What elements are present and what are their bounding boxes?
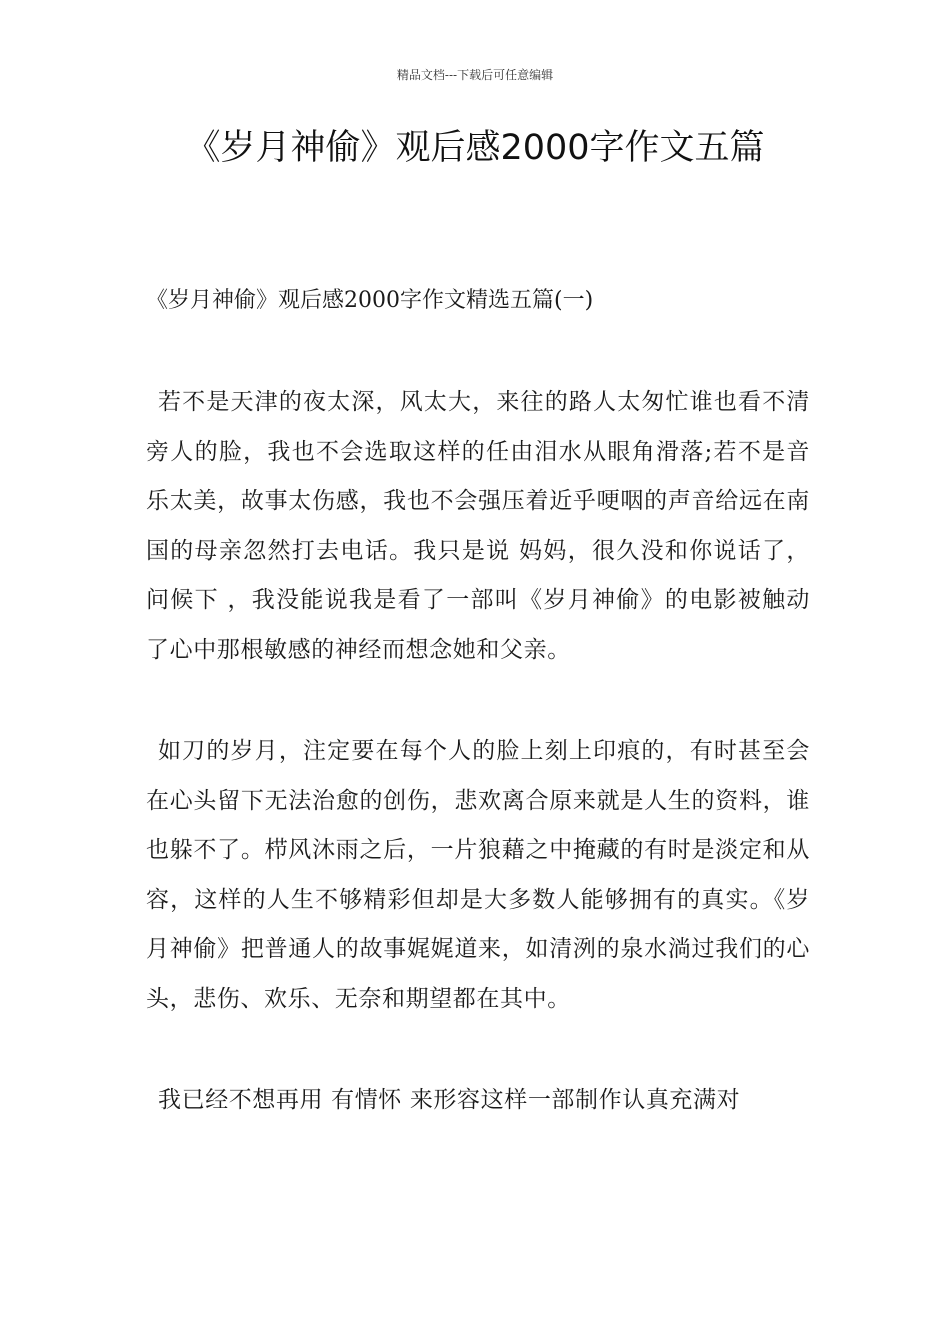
paragraph-1: 若不是天津的夜太深，风太大，来往的路人太匆忙谁也看不清旁人的脸，我也不会选取这样的任由泪水从眼角滑落;若不是音乐太美，故事太伤感，我也不会强压着近乎哽咽的声音给远在南国的母亲忽然打去电话。我只是说 妈妈，很久没和你说话了，问候下 ，我没能说我是看了一部叫《岁月神偷》的电影被触动了心中那根敏感的神经而想念她和父亲。 — [146, 389, 810, 663]
paragraph-3: 我已经不想再用 有情怀 来形容这样一部制作认真充满对 — [158, 1087, 741, 1113]
paragraph-2: 如刀的岁月，注定要在每个人的脸上刻上印痕的，有时甚至会在心头留下无法治愈的创伤，悲欢离合原来就是人生的资料，谁也躲不了。栉风沐雨之后，一片狼藉之中掩藏的有时是淡定和从容，这样的人生不够精彩但却是大多数人能够拥有的真实。《岁月神偷》把普通人的故事娓娓道来，如清洌的泉水淌过我们的心头，悲伤、欢乐、无奈和期望都在其中。 — [146, 738, 810, 1012]
document-body — [146, 276, 810, 1178]
header-note: 精品文档---下载后可任意编辑 — [396, 68, 554, 82]
section-subtitle: 《岁月神偷》观后感2000字作文精选五篇(一) — [146, 288, 594, 313]
page-title: 《岁月神偷》观后感2000字作文五篇 — [185, 128, 765, 168]
